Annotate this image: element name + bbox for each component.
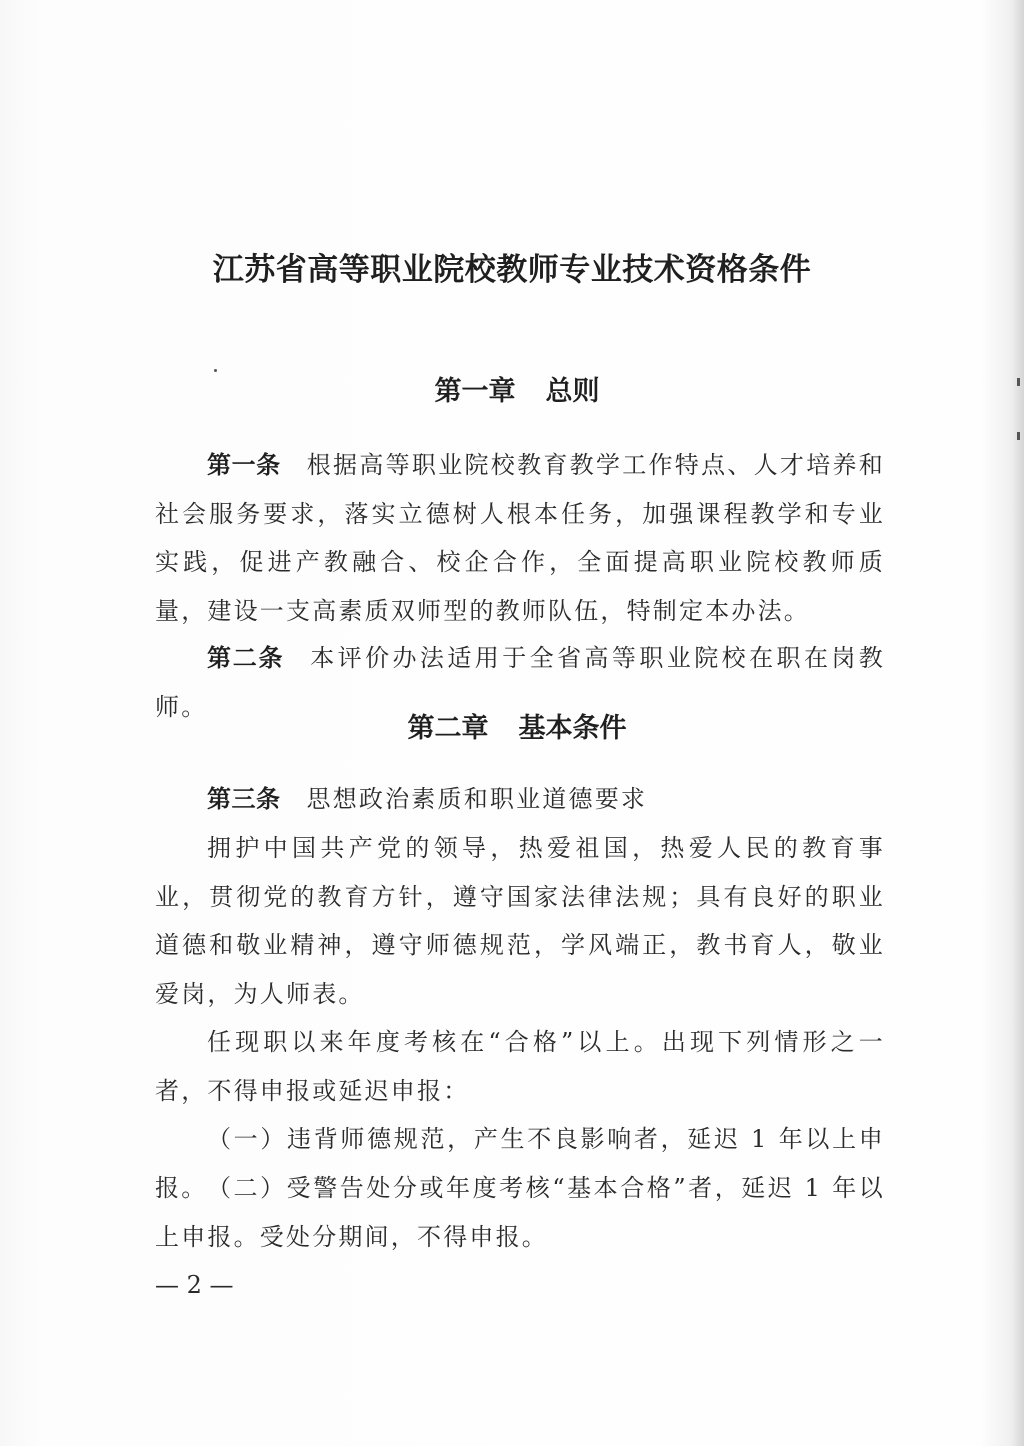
article-paragraph bbox=[155, 441, 885, 635]
body-paragraph: 任现职以来年度考核在“合格”以上。出现下列情形之一者，不得申报或延迟申报： bbox=[155, 1028, 885, 1105]
chapter-number: 第二章 bbox=[407, 713, 489, 744]
article-number: 第二条 bbox=[207, 643, 285, 672]
document-title: 江苏省高等职业院校教师专业技术资格条件 bbox=[212, 252, 812, 288]
article-paragraph bbox=[155, 775, 885, 824]
article-text: 本评价办法适用于全省高等职业院校在职在岗教师。 bbox=[155, 644, 886, 721]
chapter-name: 基本条件 bbox=[518, 713, 627, 744]
list-item: （一）违背师德规范，产生不良影响者，延迟 1 年以上申报。 bbox=[155, 1125, 885, 1202]
article-number: 第三条 bbox=[207, 784, 281, 813]
article-number: 第一条 bbox=[207, 450, 281, 479]
page-number: — 2 — bbox=[155, 1271, 234, 1299]
chapter-number: 第一章 bbox=[434, 376, 516, 407]
chapter-heading-2 bbox=[0, 706, 1024, 745]
chapter-name: 总则 bbox=[545, 376, 600, 407]
list-item: （二）受警告处分或年度考核“基本合格”者，延迟 1 年以上申报。受处分期间，不得申报。 bbox=[155, 1174, 885, 1251]
body-paragraph: 拥护中国共产党的领导，热爱祖国，热爱人民的教育事业，贯彻党的教育方针，遵守国家法律法规；具有良好的职业道德和敬业精神，遵守师德规范，学风端正，教书育人，敬业爱岗，为人师表。 bbox=[155, 834, 885, 1008]
article-text: 思想政治素质和职业道德要求 bbox=[306, 785, 648, 813]
chapter-heading-1 bbox=[0, 369, 1024, 408]
scan-speck bbox=[1017, 432, 1020, 440]
article-text: 根据高等职业院校教育教学工作特点、人才培养和社会服务要求，落实立德树人根本任务，加强课程教学和专业实践，促进产教融合、校企合作，全面提高职业院校教师质量，建设一支高素质双师型的教师队伍，特制定本办法。 bbox=[155, 451, 885, 625]
